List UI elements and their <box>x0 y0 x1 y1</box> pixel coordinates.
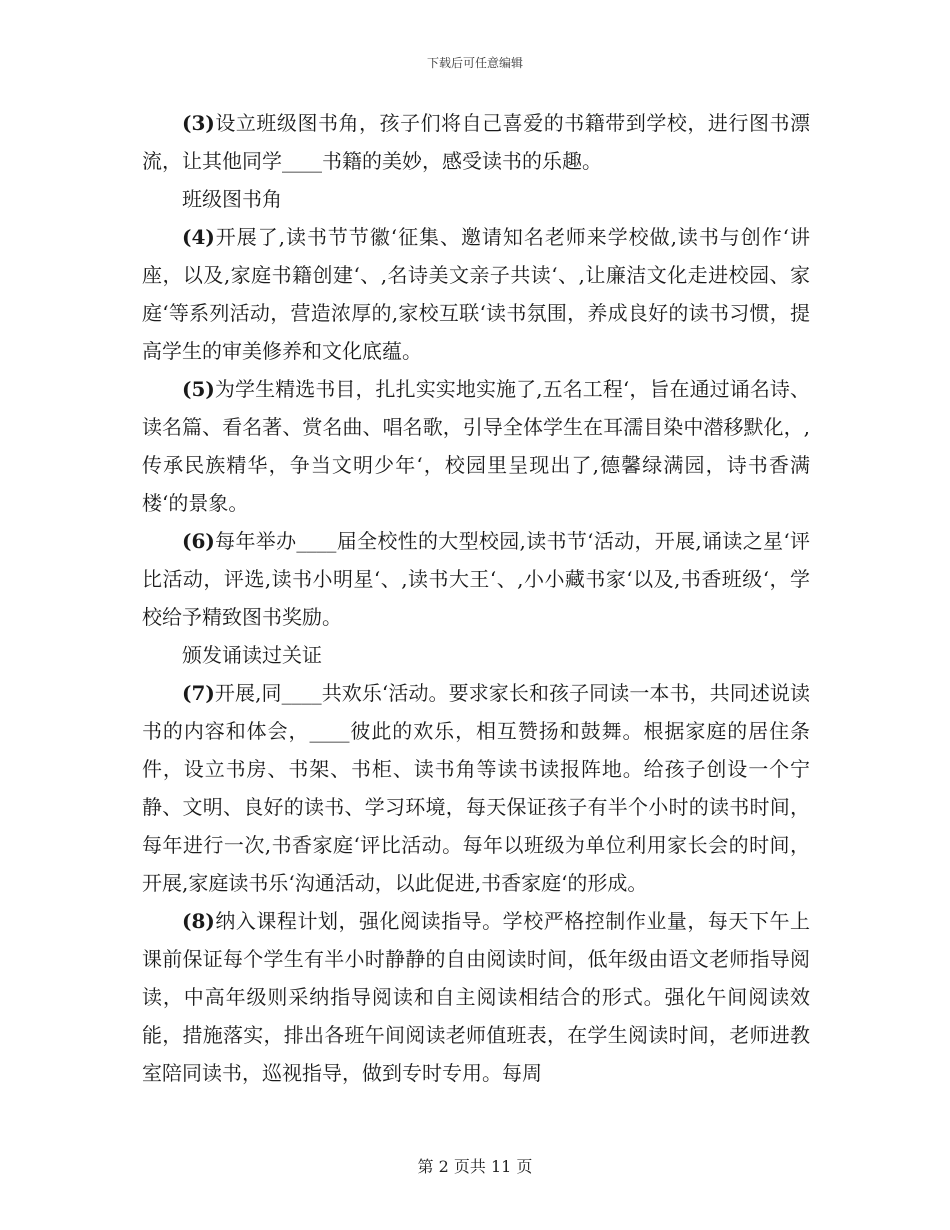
subheading-recitation-certificate: 颁发诵读过关证 <box>182 643 322 667</box>
page-number: 第 2 页共 11 页 <box>417 1157 533 1176</box>
item-number: (6) <box>182 529 215 553</box>
paragraph-text: 开展了,读书节节徽‘征集、邀请知名老师来学校做,读书与创作‘讲座，以及,家庭书籍创建‘、,名诗美文亲子共读‘、,让廉洁文化走进校园、家庭‘等系列活动，营造浓厚的,家校互联‘读书氛围，养成良好的读书习惯，提高学生的审美修养和文化底蕴。 <box>142 225 810 363</box>
item-number: (5) <box>182 377 215 401</box>
paragraph-8 <box>142 902 810 1092</box>
subheading-class-library: 班级图书角 <box>182 187 282 211</box>
paragraph-6 <box>142 522 810 636</box>
paragraph-3 <box>142 104 810 180</box>
paragraph-text: 纳入课程计划，强化阅读指导。学校严格控制作业量，每天下午上课前保证每个学生有半小时静静的自由阅读时间，低年级由语文老师指导阅读，中高年级则采纳指导阅读和自主阅读相结合的形式。强化午间阅读效能，措施落实，排出各班午间阅读老师值班表，在学生阅读时间，老师进教室陪同读书，巡视指导，做到专时专用。每周 <box>142 909 810 1085</box>
paragraph-text: 为学生精选书目，扎扎实实地实施了,五名工程‘，旨在通过诵名诗、读名篇、看名著、赏名曲、唱名歌，引导全体学生在耳濡目染中潜移默化，,传承民族精华，争当文明少年‘，校园里呈现出了,德馨绿满园，诗书香满楼‘的景象。 <box>142 377 810 515</box>
paragraph-5 <box>142 370 810 522</box>
paragraph-4 <box>142 218 810 370</box>
item-number: (4) <box>182 225 215 249</box>
paragraph-text: 每年举办____届全校性的大型校园,读书节‘活动，开展,诵读之星‘评比活动，评选,读书小明星‘、,读书大王‘、,小小藏书家‘以及,书香班级‘，学校给予精致图书奖励。 <box>142 529 810 629</box>
paragraph-7 <box>142 674 810 902</box>
paragraph-text: 设立班级图书角，孩子们将自己喜爱的书籍带到学校，进行图书漂流，让其他同学____书籍的美妙，感受读书的乐趣。 <box>142 111 810 173</box>
item-number: (8) <box>182 909 215 933</box>
paragraph-text: 开展,同____共欢乐‘活动。要求家长和孩子同读一本书，共同述说读书的内容和体会，____彼此的欢乐，相互赞扬和鼓舞。根据家庭的居住条件，设立书房、书架、书柜、读书角等读书读报阵地。给孩子创设一个宁静、文明、良好的读书、学习环境，每天保证孩子有半个小时的读书时间，每年进行一次,书香家庭‘评比活动。每年以班级为单位利用家长会的时间，开展,家庭读书乐‘沟通活动，以此促进,书香家庭‘的形成。 <box>142 681 810 895</box>
document-body <box>142 104 810 1092</box>
page-header: 下载后可任意编辑 <box>426 56 523 70</box>
item-number: (3) <box>182 111 215 135</box>
item-number: (7) <box>182 681 215 705</box>
